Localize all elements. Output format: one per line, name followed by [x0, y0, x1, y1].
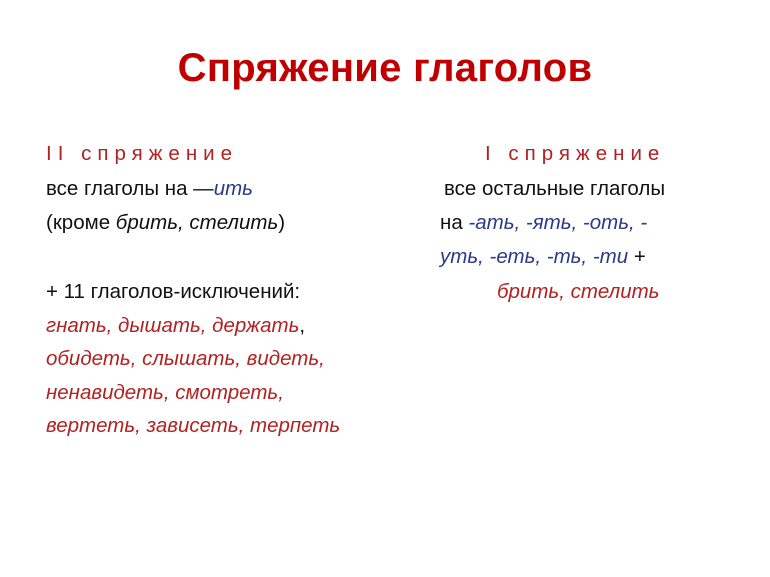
- exceptions-verbs-1: гнать, дышать, держать: [46, 314, 300, 337]
- note-open: (кроме: [46, 211, 116, 234]
- second-conjugation-rule: [46, 177, 253, 201]
- rule-suffix: ить: [213, 177, 253, 200]
- exceptions-line-1: [46, 314, 305, 338]
- exceptions-line-3: ненавидеть, смотреть,: [46, 381, 284, 404]
- exceptions-heading: + 11 глаголов-исключений:: [46, 280, 301, 303]
- rule-text: все глаголы на —: [46, 177, 214, 200]
- first-conjugation-heading: I спряжение: [485, 142, 666, 165]
- suffixes-list-2: уть, -еть, -ть, -ти: [440, 245, 629, 268]
- first-conjugation-rule: все остальные глаголы: [444, 177, 666, 200]
- first-conjugation-suffixes-2: [440, 245, 646, 269]
- note-verbs: брить, стелить: [115, 211, 279, 234]
- suffixes-prefix: на: [440, 211, 469, 234]
- first-conjugation-suffixes-1: [440, 211, 647, 235]
- slide-title: Спряжение глаголов: [177, 46, 593, 90]
- suffixes-list-1: -ать, -ять, -оть, -: [468, 211, 648, 234]
- second-conjugation-exception-note: [46, 211, 285, 235]
- plus-sign: +: [628, 245, 646, 268]
- exceptions-line-4: вертеть, зависеть, терпеть: [46, 414, 341, 437]
- exceptions-line-2: обидеть, слышать, видеть,: [46, 347, 325, 370]
- first-conjugation-extra-verbs: брить, стелить: [497, 280, 660, 303]
- second-conjugation-heading: II спряжение: [46, 142, 238, 165]
- exceptions-comma: ,: [299, 314, 306, 337]
- note-close: ): [278, 211, 286, 234]
